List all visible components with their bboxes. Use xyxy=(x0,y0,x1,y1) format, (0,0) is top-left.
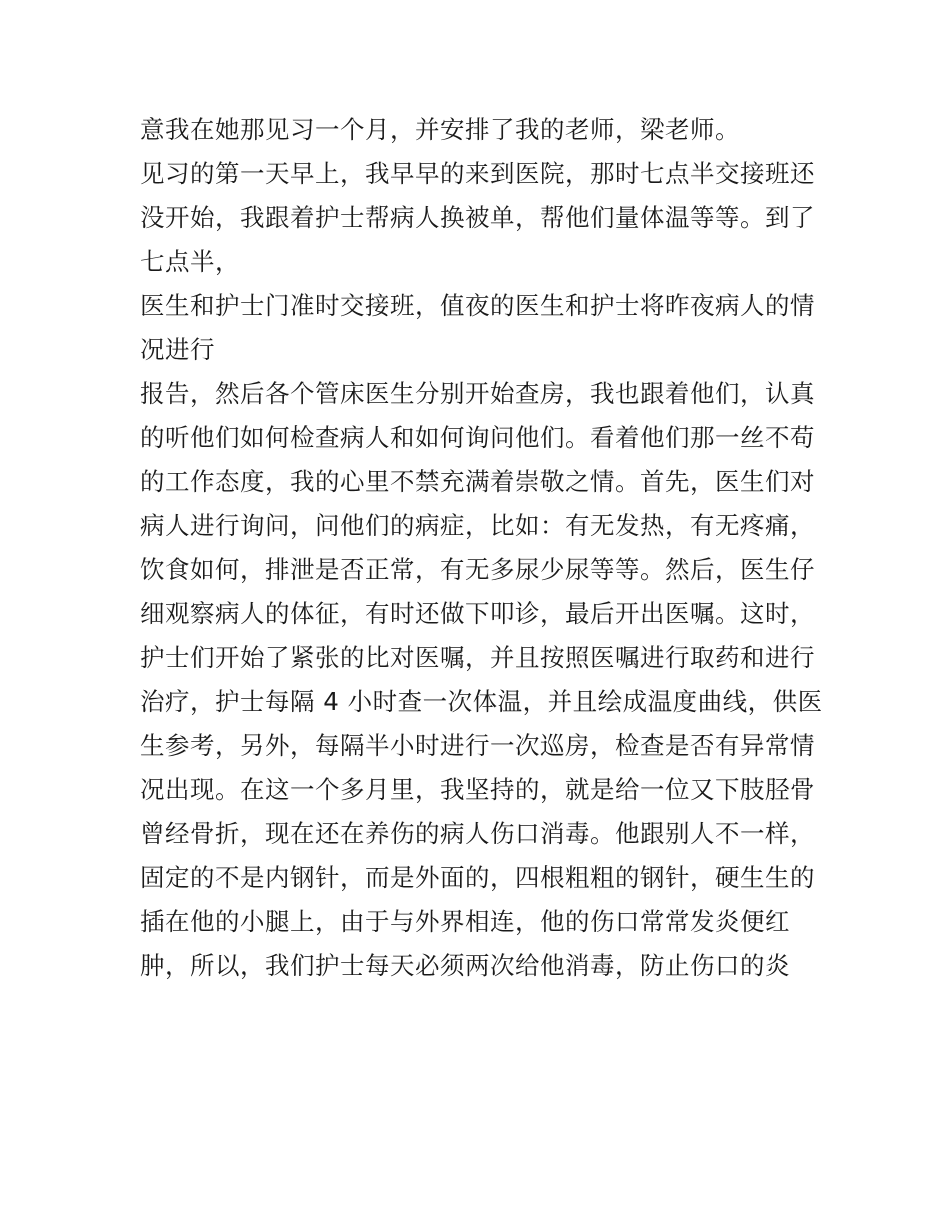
text-line: 病人进行询问，问他们的病症，比如：有无发热，有无疼痛， xyxy=(140,511,815,540)
text-line: 治疗，护士每隔 4 小时查一次体温，并且绘成温度曲线，供医 xyxy=(140,687,823,716)
text-line: 固定的不是内钢针，而是外面的，四根粗粗的钢针，硬生生的 xyxy=(140,863,815,892)
text-line: 见习的第一天早上，我早早的来到医院，那时七点半交接班还 xyxy=(140,159,815,188)
text-line: 医生和护士门准时交接班，值夜的医生和护士将昨夜病人的情 xyxy=(140,291,815,320)
text-line: 肿，所以，我们护士每天必须两次给他消毒，防止伤口的炎 xyxy=(140,951,790,980)
text-line: 报告，然后各个管床医生分别开始查房，我也跟着他们，认真 xyxy=(140,379,815,408)
text-line: 曾经骨折，现在还在养伤的病人伤口消毒。他跟别人不一样， xyxy=(140,819,815,848)
text-line: 的听他们如何检查病人和如何询问他们。看着他们那一丝不苟 xyxy=(140,423,815,452)
text-line: 细观察病人的体征，有时还做下叩诊，最后开出医嘱。这时， xyxy=(140,599,815,628)
text-line: 护士们开始了紧张的比对医嘱，并且按照医嘱进行取药和进行 xyxy=(140,643,815,672)
text-line: 没开始，我跟着护士帮病人换被单，帮他们量体温等等。到了 xyxy=(140,203,815,232)
text-line: 况进行 xyxy=(140,335,215,364)
text-line: 生参考，另外，每隔半小时进行一次巡房，检查是否有异常情 xyxy=(140,731,815,760)
text-line: 况出现。在这一个多月里，我坚持的，就是给一位又下肢胫骨 xyxy=(140,775,815,804)
text-line: 的工作态度，我的心里不禁充满着崇敬之情。首先，医生们对 xyxy=(140,467,815,496)
text-line: 意我在她那见习一个月，并安排了我的老师，梁老师。 xyxy=(140,115,740,144)
text-line: 饮食如何，排泄是否正常，有无多尿少尿等等。然后，医生仔 xyxy=(140,555,815,584)
body-text xyxy=(140,108,823,988)
text-line: 七点半， xyxy=(140,247,240,276)
text-line: 插在他的小腿上，由于与外界相连，他的伤口常常发炎便红 xyxy=(140,907,790,936)
